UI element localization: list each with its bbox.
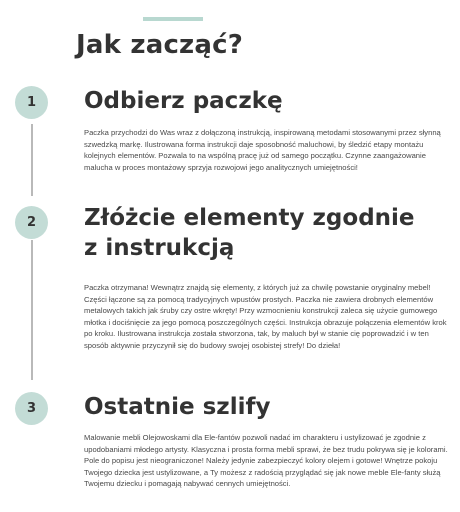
step-number-badge xyxy=(15,206,48,239)
step-description: Paczka przychodzi do Was wraz z dołączoną instrukcją, inspirowaną metodami stosowanymi przez słynną szwedzką markę. Ilustrowana forma instrukcji daje sposobność maluchowi, by śledzić etapy montażu kolejnych elementów. Pozwala to na wspólną pracę już od samego początku. Czynne zaangażowanie malucha w proces montażowy sprzyja rozwojowi jego analitycznych umiejętności! xyxy=(84,128,441,172)
step-heading-line: z instrukcją xyxy=(84,235,235,261)
step-number: 2 xyxy=(26,215,37,230)
step-number-badge xyxy=(15,86,48,119)
step-number: 1 xyxy=(26,95,37,110)
timeline-connector xyxy=(31,124,33,196)
step-description: Paczka otrzymana! Wewnątrz znajdą się elementy, z których już za chwilę powstanie oryginalny mebel! Części łączone są za pomocą tradycyjnych wpustów prostych. Paczka nie zawiera drobnych elementów metalowych takich jak śruby czy ostre wkręty! Przy wzmocnieniu konstrukcji zaleca się użycie gumowego młotka i dociśnięcie za jego pomocą poszczególnych części. Instrukcja obrazuje połączenia elementów krok po kroku. Ilustrowana instrukcja została stworzona, tak, by maluch był w stanie cię poprowadzić i w ten sposób aktywnie przyczynił się do budowy swojej osobistej strefy! Do dzieła! xyxy=(84,283,447,350)
step-description: Malowanie mebli Olejowoskami dla Ele-fantów pozwoli nadać im charakteru i ustylizować je zgodnie z upodobaniami młodego artysty. Klasyczna i prosta forma mebli sprawi, że bez trudu pokrywa się je kolorami. Pole do popisu jest nieograniczone! Należy jedynie zabezpieczyć kolory olejem i gotowe! Wnętrze pokoju Twojego dziecka jest ustylizowane, a Ty możesz z radością przyglądać się jak nowe meble Ele-fanty służą Twojemu dziecku i pomagają nabywać cennych umiejętności. xyxy=(84,433,448,489)
step-heading: Odbierz paczkę xyxy=(84,88,283,114)
step-heading-line: Złóżcie elementy zgodnie xyxy=(84,205,415,231)
step-number-badge xyxy=(15,392,48,425)
step-heading: Ostatnie szlify xyxy=(84,394,271,420)
timeline-connector xyxy=(31,240,33,380)
step-heading xyxy=(84,203,415,263)
title-accent-bar xyxy=(143,17,203,21)
step-number: 3 xyxy=(26,401,37,416)
page-title: Jak zacząć? xyxy=(76,30,244,60)
